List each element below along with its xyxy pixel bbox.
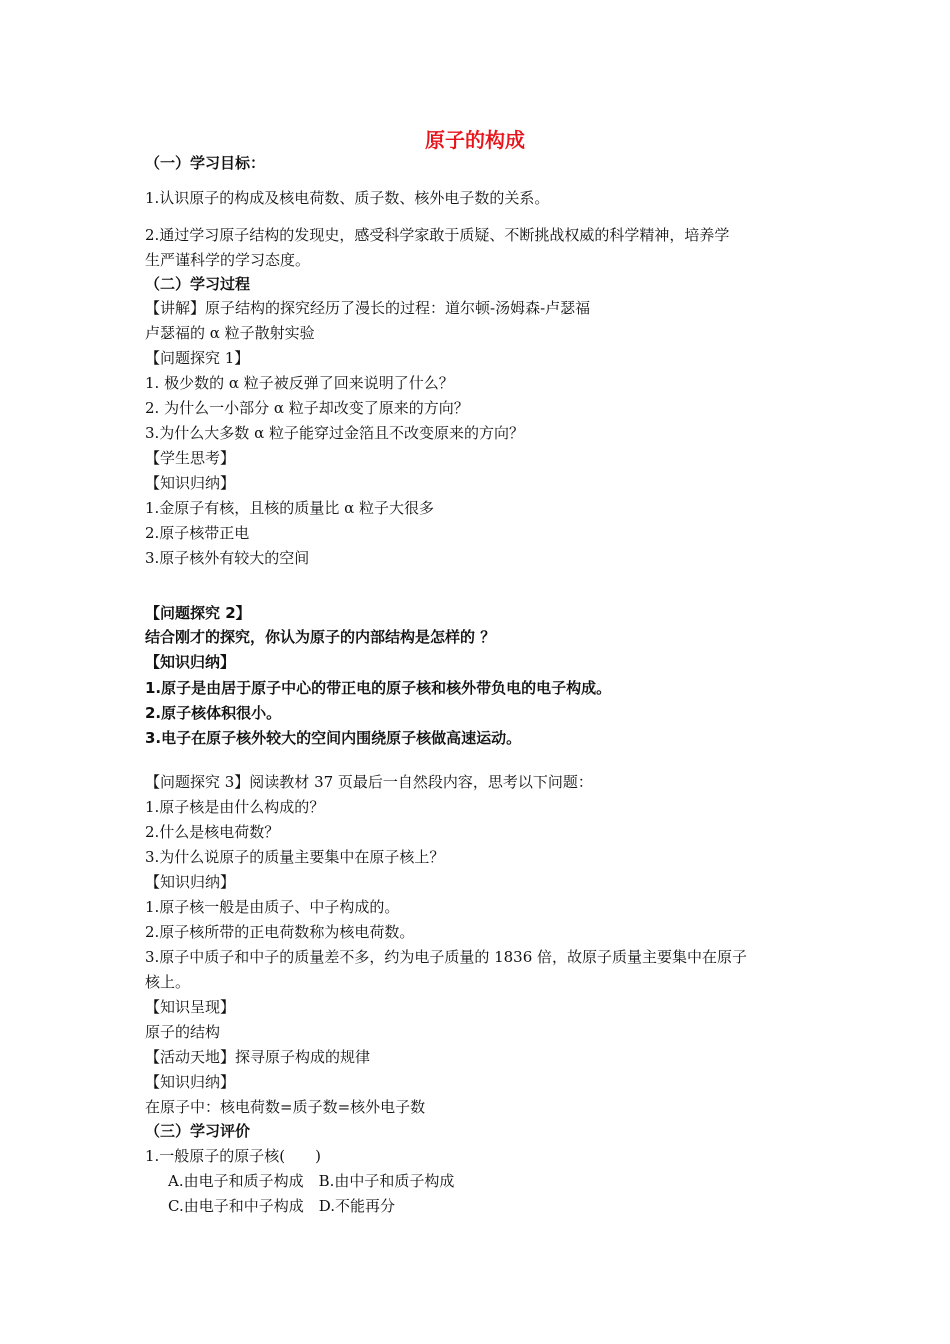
- text-line: 【活动天地】探寻原子构成的规律: [145, 1048, 371, 1066]
- section-heading-evaluation: （三）学习评价: [145, 1122, 251, 1140]
- text-line: 【知识归纳】: [145, 474, 236, 492]
- text-line: 【知识归纳】: [145, 653, 236, 671]
- text-line: 【问题探究 1】: [145, 349, 250, 367]
- summary-line: 2.原子核所带的正电荷数称为核电荷数。: [145, 923, 415, 941]
- question-line: 结合刚才的探究，你认为原子的内部结构是怎样的 ？: [145, 628, 496, 646]
- question-line: 3.为什么大多数 α 粒子能穿过金箔且不改变原来的方向？: [145, 424, 524, 442]
- question-line: 1.原子核是由什么构成的？: [145, 798, 325, 816]
- goal-line: 2.通过学习原子结构的发现史，感受科学家敢于质疑、不断挑战权威的科学精神，培养学: [145, 226, 730, 244]
- text-line: 【知识呈现】: [145, 998, 236, 1016]
- summary-line: 在原子中：核电荷数=质子数=核外电子数: [145, 1098, 426, 1116]
- text-line: 原子的结构: [145, 1023, 221, 1041]
- text-line: 【问题探究 2】: [145, 604, 251, 622]
- summary-line: 1.原子是由居于原子中心的带正电的原子核和核外带负电的电子构成。: [145, 679, 612, 697]
- summary-line: 3.原子中质子和中子的质量差不多，约为电子质量的 1836 倍，故原子质量主要集中在原子: [145, 948, 748, 966]
- text-line: 【知识归纳】: [145, 873, 236, 891]
- page-title: 原子的构成: [425, 128, 525, 152]
- text-line: 【学生思考】: [145, 449, 236, 467]
- text-line: 【问题探究 3】阅读教材 37 页最后一自然段内容，思考以下问题：: [145, 773, 593, 791]
- exercise-option: A.由电子和质子构成 B.由中子和质子构成: [168, 1172, 455, 1190]
- summary-line: 核上。: [145, 973, 191, 991]
- summary-line: 3.原子核外有较大的空间: [145, 549, 310, 567]
- question-line: 1. 极少数的 α 粒子被反弹了回来说明了什么？: [145, 374, 454, 392]
- exercise-question: 1.一般原子的原子核( ): [145, 1147, 322, 1165]
- summary-line: 2.原子核带正电: [145, 524, 250, 542]
- text-line: 【讲解】原子结构的探究经历了漫长的过程：道尔顿-汤姆森-卢瑟福: [145, 299, 591, 317]
- question-line: 2.什么是核电荷数？: [145, 823, 280, 841]
- question-line: 2. 为什么一小部分 α 粒子却改变了原来的方向？: [145, 399, 469, 417]
- summary-line: 3.电子在原子核外较大的空间内围绕原子核做高速运动。: [145, 729, 522, 747]
- summary-line: 1.金原子有核，且核的质量比 α 粒子大很多: [145, 499, 434, 517]
- section-heading-goals: （一）学习目标：: [145, 154, 266, 172]
- question-line: 3.为什么说原子的质量主要集中在原子核上？: [145, 848, 445, 866]
- goal-line: 生严谨科学的学习态度。: [145, 251, 311, 269]
- exercise-option: C.由电子和中子构成 D.不能再分: [168, 1197, 395, 1215]
- section-heading-process: （二）学习过程: [145, 275, 251, 293]
- summary-line: 1.原子核一般是由质子、中子构成的。: [145, 898, 400, 916]
- summary-line: 2.原子核体积很小。: [145, 704, 282, 722]
- goal-line: 1.认识原子的构成及核电荷数、质子数、核外电子数的关系。: [145, 189, 550, 207]
- text-line: 卢瑟福的 α 粒子散射实验: [145, 324, 315, 342]
- text-line: 【知识归纳】: [145, 1073, 236, 1091]
